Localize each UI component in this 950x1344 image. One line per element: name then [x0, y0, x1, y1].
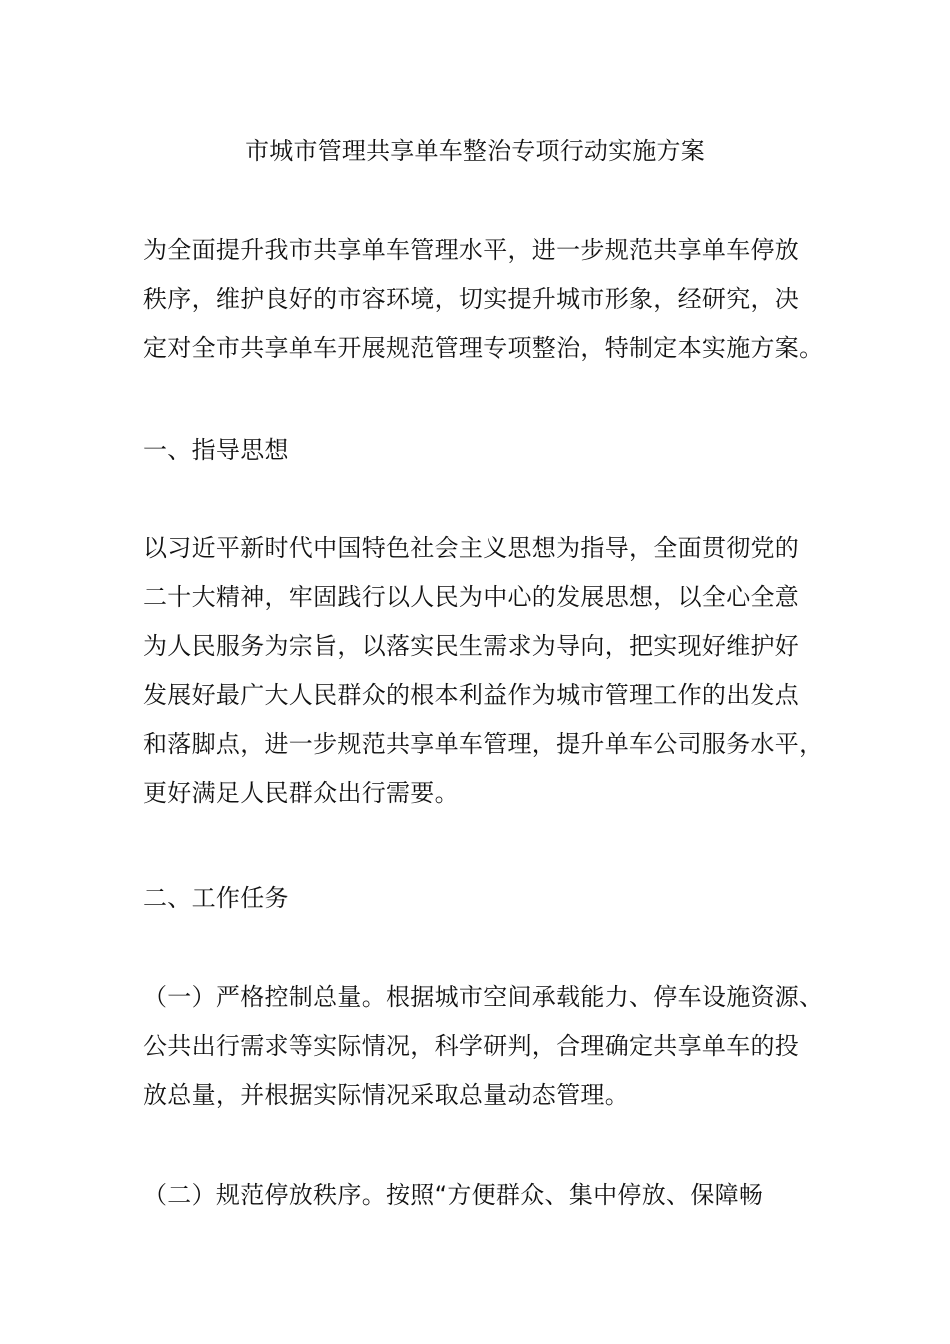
task-item-1-line: （一）严格控制总量。根据城市空间承载能力、停车设施资源、 — [143, 983, 824, 1011]
guiding-thought-line: 发展好最广大人民群众的根本利益作为城市管理工作的出发点 — [143, 681, 800, 709]
section-heading-guiding-thought: 一、指导思想 — [143, 436, 289, 464]
section-heading-work-tasks: 二、工作任务 — [143, 884, 289, 912]
guiding-thought-line: 为人民服务为宗旨，以落实民生需求为导向，把实现好维护好 — [143, 632, 800, 660]
intro-line: 为全面提升我市共享单车管理水平，进一步规范共享单车停放 — [143, 236, 800, 264]
document-title: 市城市管理共享单车整治专项行动实施方案 — [245, 137, 705, 165]
guiding-thought-line: 以习近平新时代中国特色社会主义思想为指导，全面贯彻党的 — [143, 534, 800, 562]
intro-paragraph — [143, 226, 824, 373]
guiding-thought-line: 二十大精神，牢固践行以人民为中心的发展思想，以全心全意 — [143, 583, 800, 611]
task-item-1-paragraph — [143, 973, 824, 1120]
guiding-thought-line: 更好满足人民群众出行需要。 — [143, 779, 459, 807]
intro-line: 定对全市共享单车开展规范管理专项整治，特制定本实施方案。 — [143, 334, 824, 362]
intro-line: 秩序，维护良好的市容环境，切实提升城市形象，经研究，决 — [143, 285, 800, 313]
task-item-1-line: 公共出行需求等实际情况，科学研判，合理确定共享单车的投 — [143, 1032, 800, 1060]
task-item-1-line: 放总量，并根据实际情况采取总量动态管理。 — [143, 1081, 629, 1109]
task-item-2-paragraph — [143, 1171, 813, 1220]
guiding-thought-line: 和落脚点，进一步规范共享单车管理，提升单车公司服务水平， — [143, 730, 824, 758]
guiding-thought-paragraph — [143, 524, 824, 818]
task-item-2-line: （二）规范停放秩序。按照“方便群众、集中停放、保障畅 — [143, 1181, 764, 1209]
